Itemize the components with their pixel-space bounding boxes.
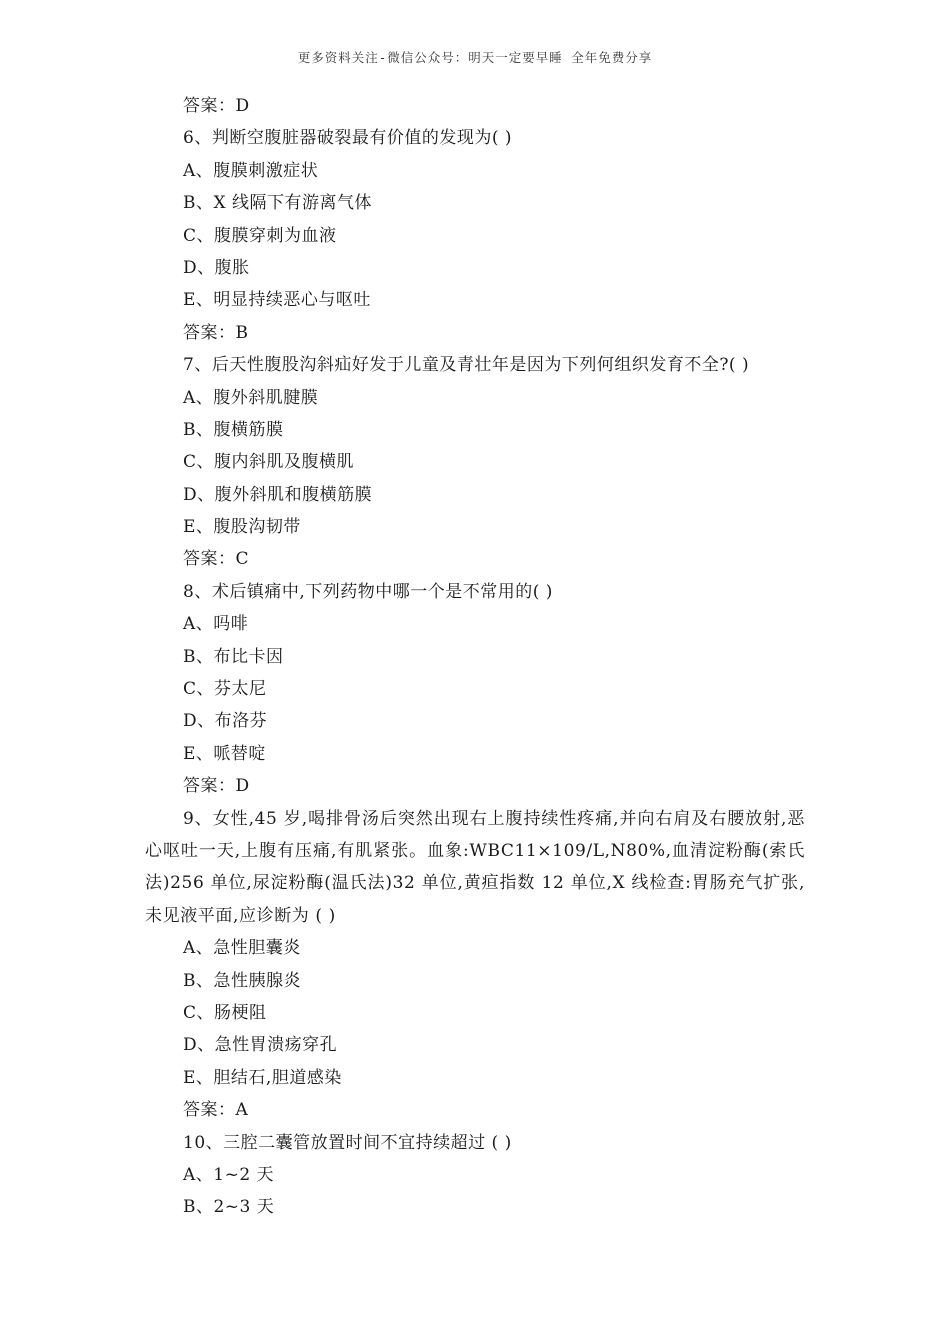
option-8b: B、布比卡因 <box>183 646 284 667</box>
option-7c: C、腹内斜肌及腹横肌 <box>183 452 355 473</box>
option-8d: D、布洛芬 <box>183 711 268 732</box>
option-6c: C、腹膜穿刺为血液 <box>183 225 337 246</box>
page-header: 更多资料关注-微信公众号：明天一定要早睡 全年免费分享 <box>297 50 653 65</box>
question-7: 7、后天性腹股沟斜疝好发于儿童及青壮年是因为下列何组织发育不全?( ) <box>183 355 750 376</box>
option-7a: A、腹外斜肌腱膜 <box>183 387 319 408</box>
option-6a: A、腹膜刺激症状 <box>183 160 319 181</box>
option-6e: E、明显持续恶心与呕吐 <box>183 290 371 311</box>
option-7b: B、腹横筋膜 <box>183 419 284 440</box>
document-body <box>145 90 805 1224</box>
answer-9: 答案：A <box>183 1100 249 1121</box>
option-9a: A、急性胆囊炎 <box>183 938 301 959</box>
option-9d: D、急性胃溃疡穿孔 <box>183 1035 338 1056</box>
answer-6: 答案：B <box>183 322 249 343</box>
option-8a: A、吗啡 <box>183 614 249 635</box>
option-9c: C、肠梗阻 <box>183 1003 267 1023</box>
option-8e: E、哌替啶 <box>183 743 266 764</box>
question-8: 8、术后镇痛中,下列药物中哪一个是不常用的( ) <box>183 581 553 602</box>
option-10a: A、1~2 天 <box>183 1164 275 1185</box>
option-6d: D、腹胀 <box>183 257 250 278</box>
option-7e: E、腹股沟韧带 <box>183 517 301 538</box>
option-9b: B、急性胰腺炎 <box>183 970 301 991</box>
question-9: 9、女性,45 岁,喝排骨汤后突然出现右上腹持续性疼痛,并向右肩及右腰放射,恶心呕吐一天,上腹有压痛,有肌紧张。血象:WBC11×109/L,N80%,血清淀粉酶(索氏法)256 单位,尿淀粉酶(温氏法)32 单位,黄疸指数 12 单位,X 线检查:胃肠充气扩张,未见液平面,应诊断为 ( ) <box>145 808 805 926</box>
option-9e: E、胆结石,胆道感染 <box>183 1067 342 1088</box>
answer-7: 答案：C <box>183 549 250 570</box>
answer-8: 答案：D <box>183 776 250 797</box>
option-8c: C、芬太尼 <box>183 679 267 700</box>
option-6b: B、X 线隔下有游离气体 <box>183 193 372 214</box>
question-10: 10、三腔二囊管放置时间不宜持续超过 ( ) <box>183 1132 512 1153</box>
answer-5: 答案：D <box>183 96 250 116</box>
option-7d: D、腹外斜肌和腹横筋膜 <box>183 484 373 505</box>
question-6: 6、判断空腹脏器破裂最有价值的发现为( ) <box>183 128 512 149</box>
option-10b: B、2~3 天 <box>183 1197 275 1218</box>
